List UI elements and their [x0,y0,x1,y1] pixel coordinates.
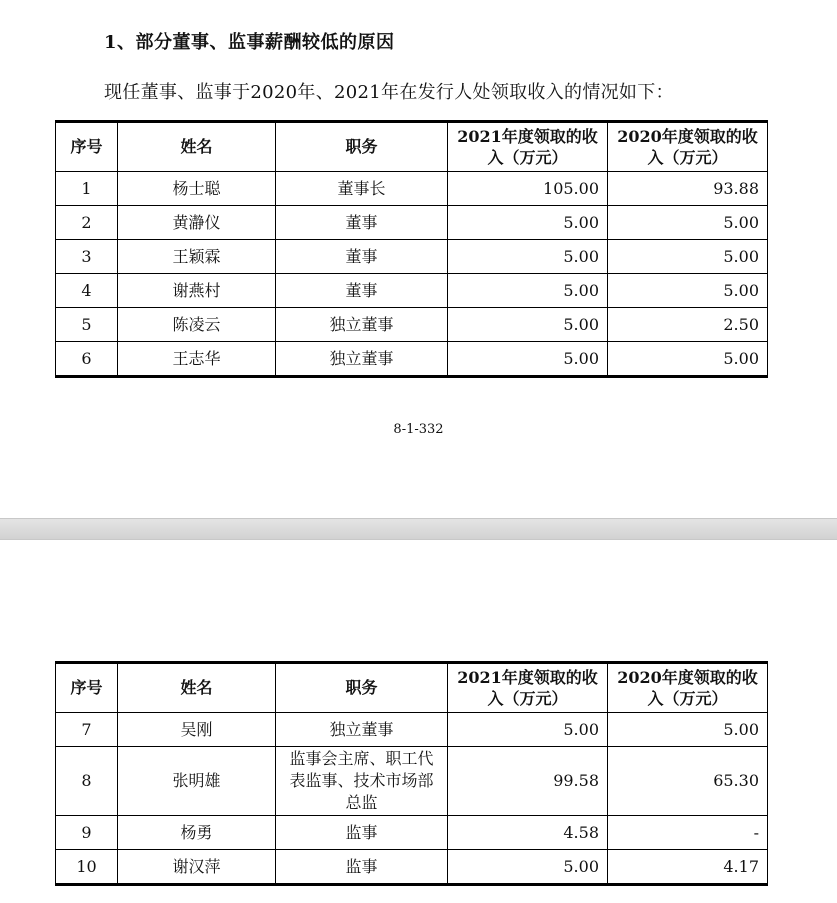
page-separator [0,518,837,540]
table-row [56,816,768,850]
cell-no: 6 [56,342,118,377]
table-row [56,206,768,240]
cell-income-2020: 4.17 [608,850,768,885]
cell-income-2020: 5.00 [608,342,768,377]
cell-name: 黄瀞仪 [118,206,276,240]
header-income-2021: 2021年度领取的收入（万元） [448,663,608,713]
table-row [56,240,768,274]
cell-name: 陈凌云 [118,308,276,342]
table-header-row [56,122,768,172]
header-no: 序号 [56,122,118,172]
cell-position: 监事会主席、职工代表监事、技术市场部总监 [276,747,448,816]
cell-position: 独立董事 [276,713,448,747]
cell-position: 董事 [276,206,448,240]
header-income-2021: 2021年度领取的收入（万元） [448,122,608,172]
table-row [56,274,768,308]
cell-position: 独立董事 [276,342,448,377]
cell-position: 董事长 [276,172,448,206]
cell-name: 谢汉萍 [118,850,276,885]
cell-no: 1 [56,172,118,206]
cell-income-2021: 5.00 [448,713,608,747]
cell-income-2020: 65.30 [608,747,768,816]
cell-position: 董事 [276,274,448,308]
cell-income-2020: - [608,816,768,850]
table-row [56,172,768,206]
cell-position: 监事 [276,816,448,850]
cell-no: 3 [56,240,118,274]
intro-paragraph: 现任董事、监事于2020年、2021年在发行人处领取收入的情况如下： [104,82,674,103]
cell-income-2021: 4.58 [448,816,608,850]
cell-position: 董事 [276,240,448,274]
table-header-row [56,663,768,713]
cell-income-2020: 5.00 [608,240,768,274]
cell-income-2020: 5.00 [608,274,768,308]
cell-income-2021: 5.00 [448,342,608,377]
cell-income-2020: 5.00 [608,713,768,747]
cell-income-2021: 99.58 [448,747,608,816]
table-row [56,713,768,747]
cell-income-2021: 5.00 [448,274,608,308]
cell-income-2021: 5.00 [448,206,608,240]
cell-no: 7 [56,713,118,747]
cell-no: 10 [56,850,118,885]
cell-name: 杨勇 [118,816,276,850]
cell-income-2021: 5.00 [448,850,608,885]
header-name: 姓名 [118,663,276,713]
cell-name: 杨士聪 [118,172,276,206]
cell-name: 谢燕村 [118,274,276,308]
compensation-table-part2 [55,661,768,886]
cell-no: 4 [56,274,118,308]
cell-name: 吴刚 [118,713,276,747]
cell-income-2020: 2.50 [608,308,768,342]
cell-income-2020: 93.88 [608,172,768,206]
cell-income-2021: 5.00 [448,240,608,274]
header-income-2020: 2020年度领取的收入（万元） [608,122,768,172]
section-heading: 1、部分董事、监事薪酬较低的原因 [104,32,395,53]
cell-no: 8 [56,747,118,816]
cell-name: 王志华 [118,342,276,377]
cell-name: 王颖霖 [118,240,276,274]
header-name: 姓名 [118,122,276,172]
cell-position: 监事 [276,850,448,885]
cell-position: 独立董事 [276,308,448,342]
table-row [56,850,768,885]
compensation-table-part1 [55,120,768,378]
table-row [56,747,768,816]
cell-no: 2 [56,206,118,240]
cell-income-2021: 105.00 [448,172,608,206]
cell-income-2020: 5.00 [608,206,768,240]
header-position: 职务 [276,663,448,713]
table-row [56,342,768,377]
header-position: 职务 [276,122,448,172]
header-income-2020: 2020年度领取的收入（万元） [608,663,768,713]
cell-name: 张明雄 [118,747,276,816]
cell-no: 9 [56,816,118,850]
table-row [56,308,768,342]
cell-no: 5 [56,308,118,342]
cell-income-2021: 5.00 [448,308,608,342]
header-no: 序号 [56,663,118,713]
page-number: 8-1-332 [393,422,444,437]
